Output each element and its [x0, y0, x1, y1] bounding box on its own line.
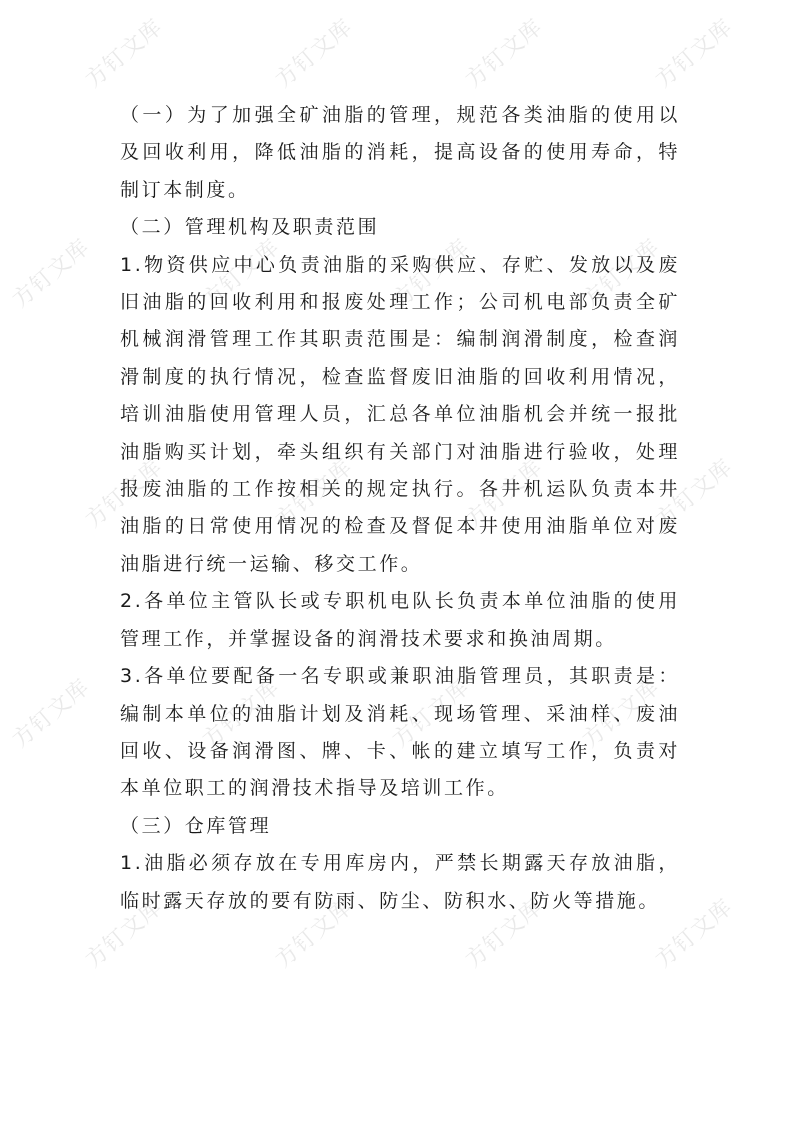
- watermark: 方钉文库: [81, 454, 168, 533]
- watermark: 方钉文库: [271, 454, 358, 533]
- watermark: 方钉文库: [651, 894, 738, 973]
- watermark: 方钉文库: [81, 14, 168, 93]
- paragraph-oil-manager-duties: 3.各单位要配备一名专职或兼职油脂管理员，其职责是：编制本单位的油脂计划及消耗、现场管理、采油样、废油回收、设备润滑图、牌、卡、帐的建立填写工作，负责对本单位职工的润滑技术指导及培训工作。: [120, 665, 680, 800]
- watermark: 方钉文库: [271, 894, 358, 973]
- watermark: 方钉文库: [578, 674, 665, 753]
- watermark: 方钉文库: [461, 894, 548, 973]
- paragraph-storage-rules: 1.油脂必须存放在专用库房内，严禁长期露天存放油脂，临时露天存放的要有防雨、防尘、防积水、防火等措施。: [120, 852, 680, 912]
- watermark: 方钉文库: [388, 234, 475, 313]
- document-body: [120, 97, 680, 920]
- watermark: 方钉文库: [81, 894, 168, 973]
- paragraph-purpose: （一）为了加强全矿油脂的管理，规范各类油脂的使用以及回收利用，降低油脂的消耗，提高设备的使用寿命，特制订本制度。: [120, 104, 680, 201]
- section-heading-organization: （二）管理机构及职责范围: [120, 216, 380, 239]
- watermark: 方钉文库: [651, 454, 738, 533]
- watermark: 方钉文库: [198, 234, 285, 313]
- watermark: 方钉文库: [461, 14, 548, 93]
- watermark: 方钉文库: [388, 674, 475, 753]
- watermark: 方钉文库: [271, 14, 358, 93]
- watermark: 方钉文库: [578, 234, 665, 313]
- watermark: 方钉文库: [461, 454, 548, 533]
- watermark: 方钉文库: [651, 14, 738, 93]
- paragraph-team-leader-duties: 2.各单位主管队长或专职机电队长负责本单位油脂的使用管理工作，并掌握设备的润滑技术要求和换油周期。: [120, 590, 680, 650]
- watermark: 方钉文库: [8, 234, 95, 313]
- section-heading-warehouse: （三）仓库管理: [120, 814, 272, 837]
- watermark: 方钉文库: [8, 674, 95, 753]
- paragraph-supply-center-duties: 1.物资供应中心负责油脂的采购供应、存贮、发放以及废旧油脂的回收利用和报废处理工作；公司机电部负责全矿机械润滑管理工作其职责范围是：编制润滑制度，检查润滑制度的执行情况，检查监督废旧油脂的回收利用情况，培训油脂使用管理人员，汇总各单位油脂机会并统一报批油脂购买计划，牵头组织有关部门对油脂进行验收，处理报废油脂的工作按相关的规定执行。各井机运队负责本井油脂的日常使用情况的检查及督促本井使用油脂单位对废油脂进行统一运输、移交工作。: [120, 253, 680, 575]
- watermark: 方钉文库: [198, 674, 285, 753]
